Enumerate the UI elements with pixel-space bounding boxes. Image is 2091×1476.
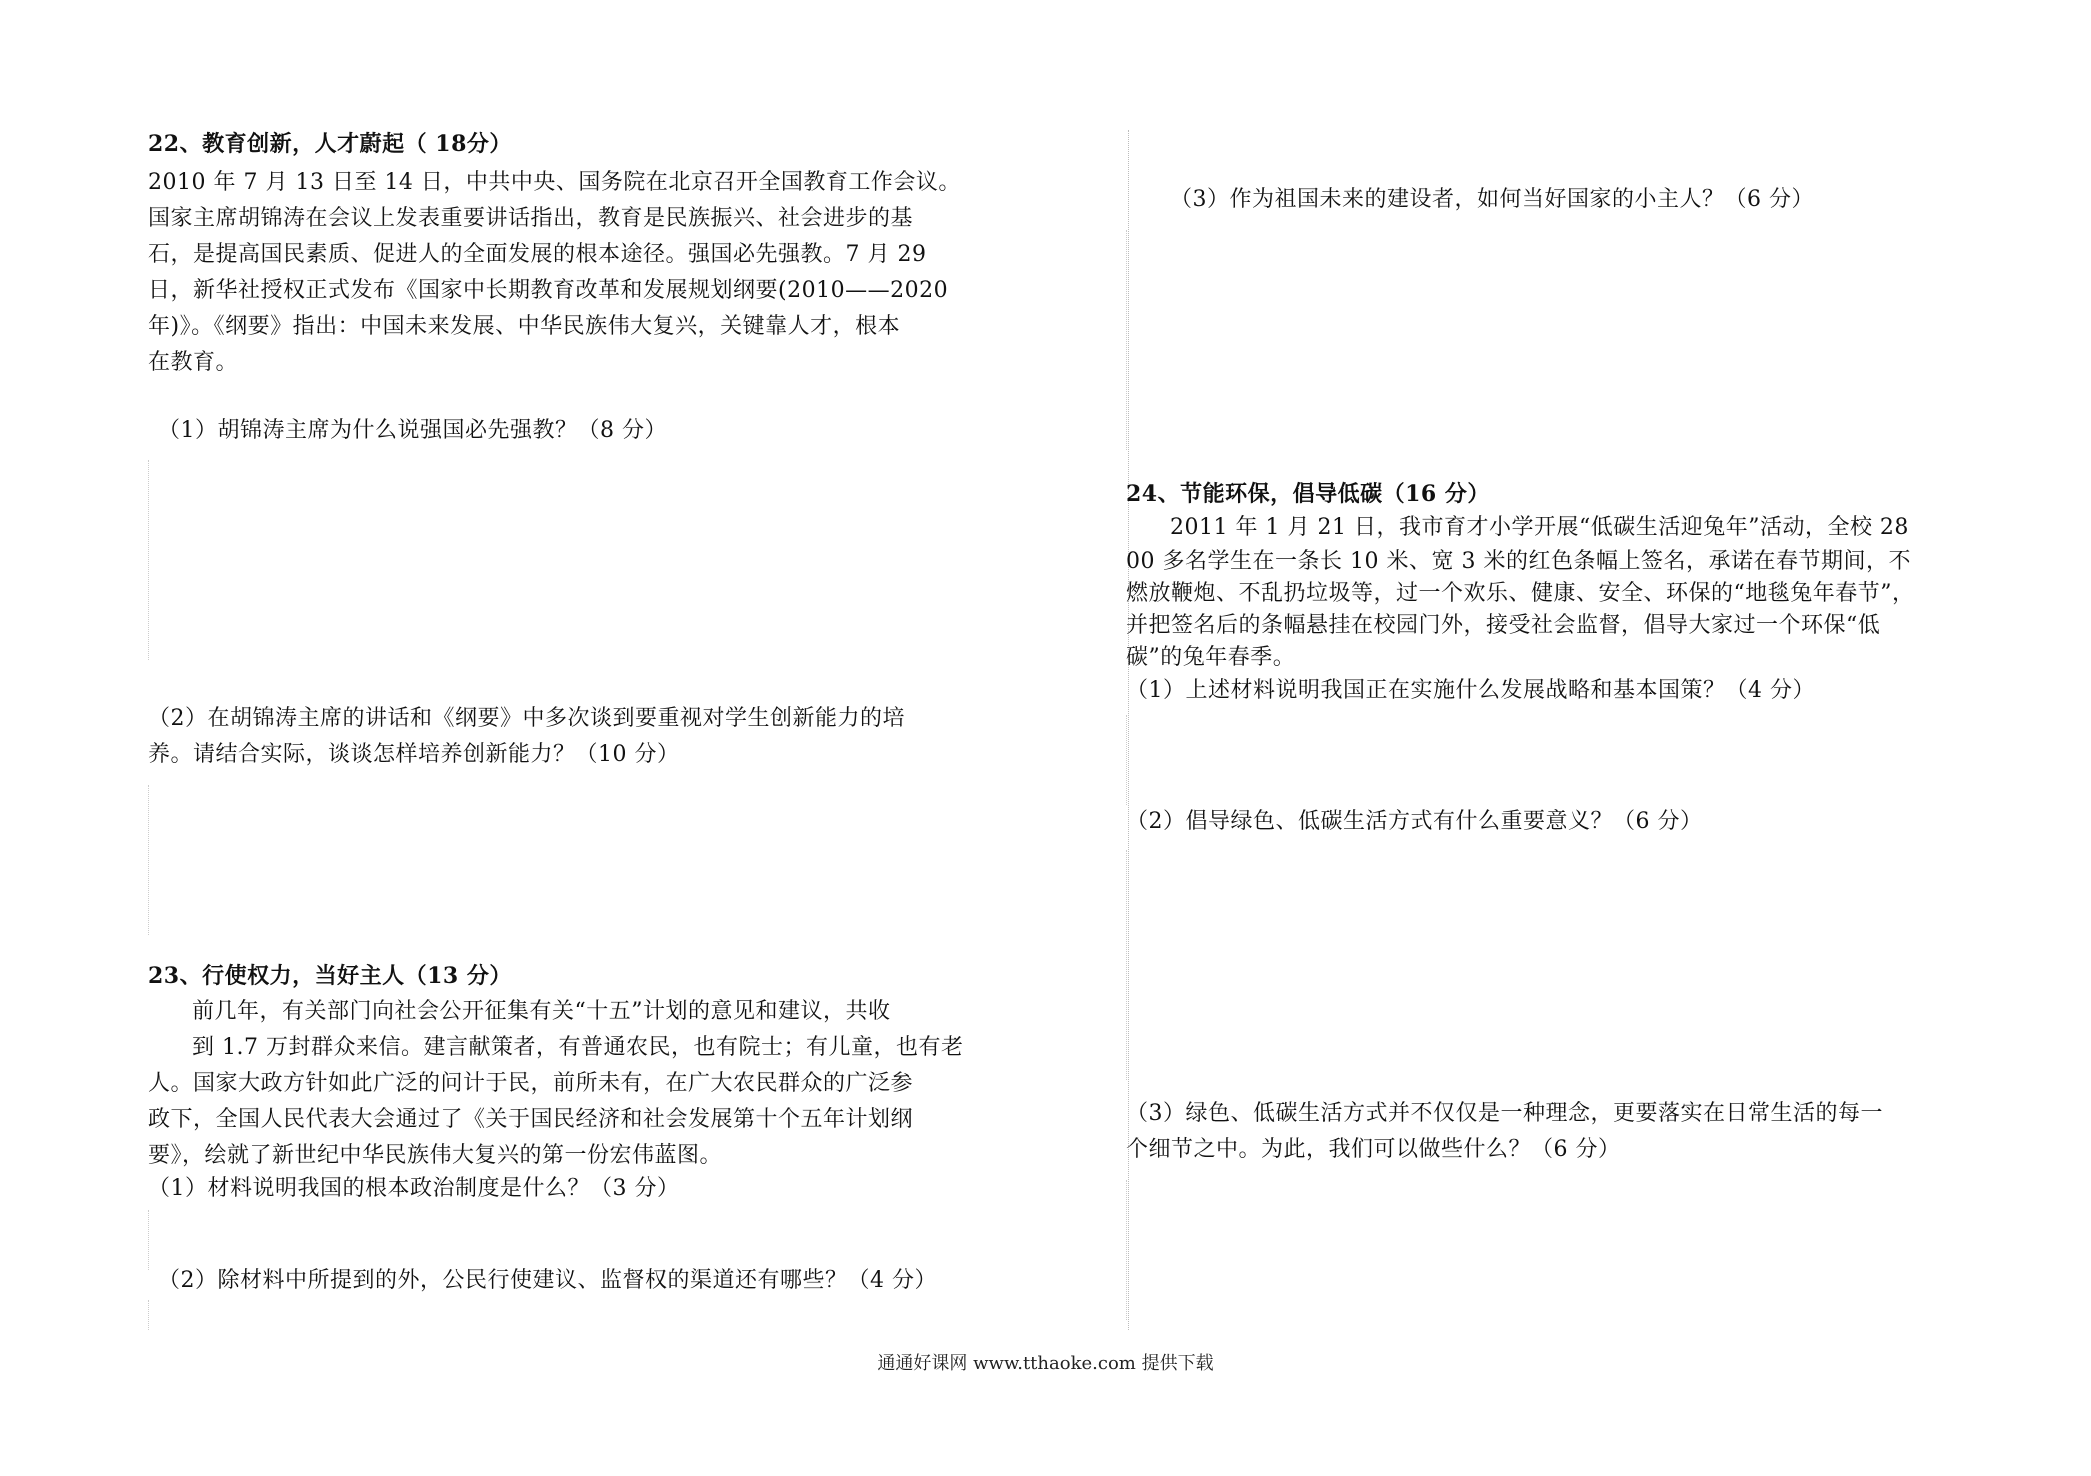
q22-sub3-answer-area[interactable] [1126, 230, 1127, 450]
q22-sub1-answer-area[interactable] [148, 460, 149, 660]
q24-material-line-3: 燃放鞭炮、不乱扔垃圾等，过一个欢乐、健康、安全、环保的“地毯兔年春节”， [1126, 581, 1915, 606]
q22-sub2-answer-area[interactable] [148, 785, 149, 935]
q24-sub2: （2）倡导绿色、低碳生活方式有什么重要意义？（6 分） [1126, 809, 1703, 834]
q22-material-line-5: 年)》。《纲要》指出：中国未来发展、中华民族伟大复兴，关键靠人才，根本 [148, 314, 901, 339]
q23-material-line-1: 前几年，有关部门向社会公开征集有关“十五”计划的意见和建议，共收 [192, 999, 891, 1024]
q24-sub2-answer-area[interactable] [1126, 850, 1127, 1080]
q22-material-line-2: 国家主席胡锦涛在会议上发表重要讲话指出，教育是民族振兴、社会进步的基 [148, 206, 914, 231]
q24-sub3-line-1: （3）绿色、低碳生活方式并不仅仅是一种理念，更要落实在日常生活的每一 [1126, 1101, 1883, 1126]
q23-material-line-5: 要》，绘就了新世纪中华民族伟大复兴的第一份宏伟蓝图。 [148, 1143, 723, 1168]
q24-material-line-2: 00 多名学生在一条长 10 米、宽 3 米的红色条幅上签名，承诺在春节期间，不 [1126, 549, 1911, 574]
q23-material-line-4: 政下，全国人民代表大会通过了《关于国民经济和社会发展第十个五年计划纲 [148, 1107, 914, 1132]
q24-title: 24、节能环保，倡导低碳（16 分） [1126, 481, 1490, 507]
q23-sub1-answer-area[interactable] [148, 1210, 149, 1270]
q24-sub1: （1）上述材料说明我国正在实施什么发展战略和基本国策？（4 分） [1126, 678, 1815, 703]
q22-material-line-6: 在教育。 [148, 350, 239, 375]
q22-material-line-1: 2010 年 7 月 13 日至 14 日，中共中央、国务院在北京召开全国教育工作会议。 [148, 170, 961, 195]
q24-material-line-4: 并把签名后的条幅悬挂在校园门外，接受社会监督，倡导大家过一个环保“低 [1126, 613, 1881, 638]
q23-title: 23、行使权力，当好主人（13 分） [148, 963, 512, 989]
q24-sub1-answer-area[interactable] [1126, 715, 1127, 805]
q24-material-line-1: 2011 年 1 月 21 日，我市育才小学开展“低碳生活迎兔年”活动，全校 28 [1170, 515, 1909, 540]
footer-source: 通通好课网 www.tthaoke.com 提供下载 [877, 1353, 1214, 1374]
q22-sub3: （3）作为祖国未来的建设者，如何当好国家的小主人？（6 分） [1170, 187, 1814, 212]
q23-sub2-answer-area[interactable] [148, 1300, 149, 1330]
q22-material-line-4: 日，新华社授权正式发布《国家中长期教育改革和发展规划纲要(2010——2020 [148, 278, 949, 303]
q24-sub3-line-2: 个细节之中。为此，我们可以做些什么？（6 分） [1126, 1137, 1621, 1162]
q22-title: 22、教育创新，人才蔚起（ 18分） [148, 131, 512, 157]
q23-sub2: （2）除材料中所提到的外，公民行使建议、监督权的渠道还有哪些？（4 分） [158, 1268, 937, 1293]
q24-material-line-5: 碳”的兔年春季。 [1126, 645, 1296, 670]
q22-sub1: （1）胡锦涛主席为什么说强国必先强教？（8 分） [158, 418, 667, 443]
q22-sub2-line-2: 养。请结合实际，谈谈怎样培养创新能力？（10 分） [148, 742, 680, 767]
q23-material-line-2: 到 1.7 万封群众来信。建言献策者，有普通农民，也有院士；有儿童，也有老 [192, 1035, 964, 1060]
q23-sub1: （1）材料说明我国的根本政治制度是什么？（3 分） [148, 1176, 680, 1201]
q22-sub2-line-1: （2）在胡锦涛主席的讲话和《纲要》中多次谈到要重视对学生创新能力的培 [148, 706, 905, 731]
q24-sub3-answer-area[interactable] [1126, 1180, 1127, 1320]
q22-material-line-3: 石，是提高国民素质、促进人的全面发展的根本途径。强国必先强教。7 月 29 [148, 242, 927, 267]
q23-material-line-3: 人。国家大政方针如此广泛的问计于民，前所未有，在广大农民群众的广泛参 [148, 1071, 914, 1096]
